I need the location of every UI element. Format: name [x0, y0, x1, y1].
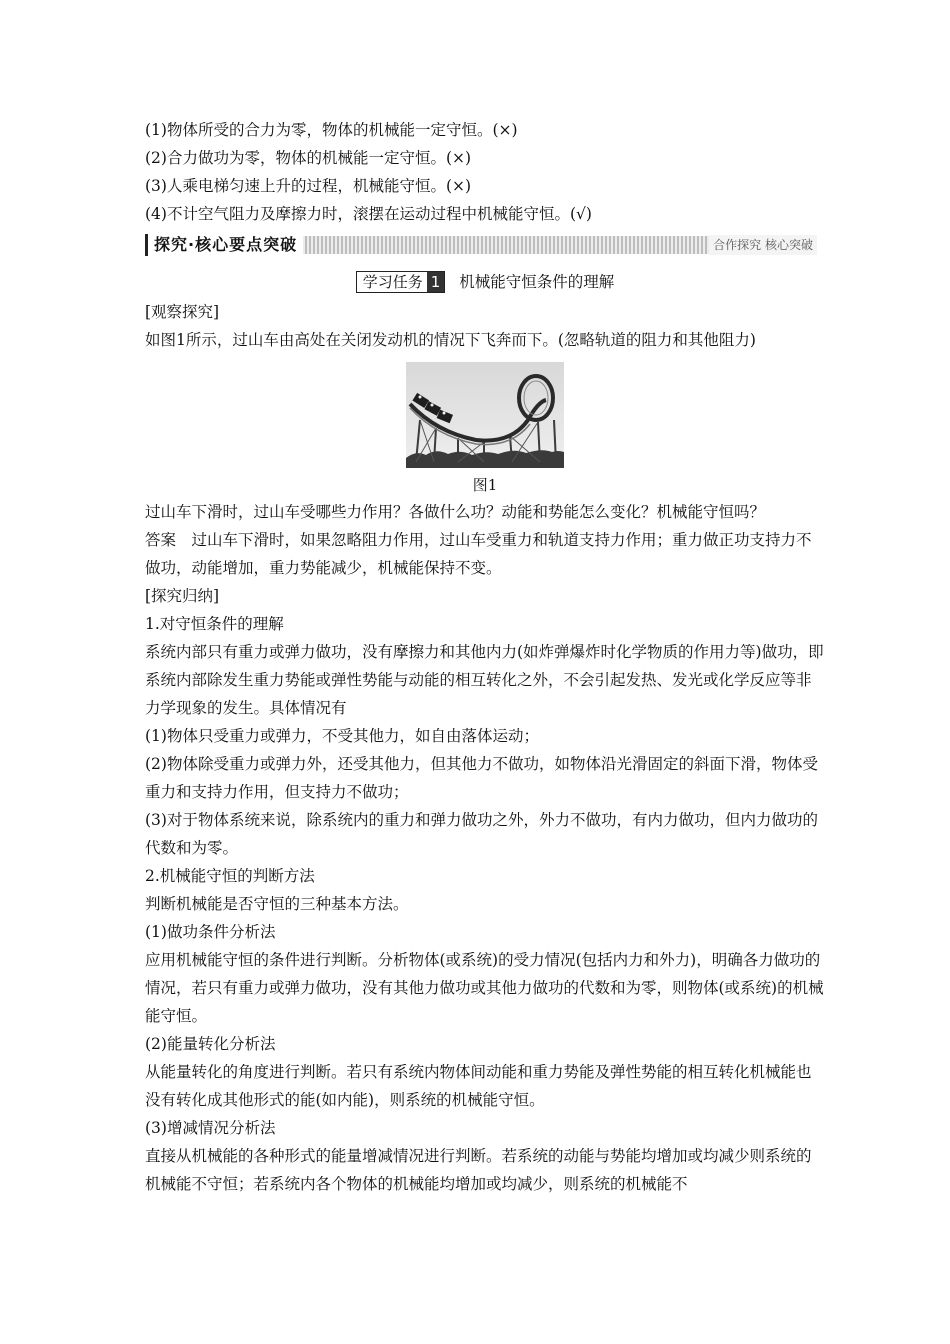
section-2-intro: 判断机械能是否守恒的三种基本方法。: [145, 895, 409, 913]
method-3-title: (3)增减情况分析法: [145, 1119, 276, 1137]
roller-coaster-photo: [406, 362, 564, 468]
section-1-item: (3)对于物体系统来说，除系统内的重力和弹力做功之外，外力不做功，有内力做功，但内力做功的代数和为零。: [145, 811, 818, 857]
section-1-item: (1)物体只受重力或弹力，不受其他力，如自由落体运动；: [145, 727, 539, 745]
method-2-text: 从能量转化的角度进行判断。若只有系统内物体间动能和重力势能及弹性势能的相互转化机械能也没有转化成其他形式的能(如内能)，则系统的机械能守恒。: [145, 1063, 812, 1109]
task-badge-number: 1: [427, 272, 445, 292]
method-1-title: (1)做功条件分析法: [145, 923, 276, 941]
figure-roller-coaster: [145, 362, 825, 468]
section-2-title: 2.机械能守恒的判断方法: [145, 867, 315, 885]
section-1-title: 1.对守恒条件的理解: [145, 615, 284, 633]
method-3-text: 直接从机械能的各种形式的能量增减情况进行判断。若系统的动能与势能均增加或均减少则系统的机械能不守恒；若系统内各个物体的机械能均增加或均减少，则系统的机械能不: [145, 1147, 812, 1193]
observe-heading: [观察探究]: [145, 303, 220, 321]
method-1-text: 应用机械能守恒的条件进行判断。分析物体(或系统)的受力情况(包括内力和外力)，明确各力做功的情况，若只有重力或弹力做功，没有其他力做功或其他力做功的代数和为零，则物体(或系统)的机械能守恒。: [145, 951, 824, 1025]
section-banner: [145, 234, 825, 256]
question-text: 过山车下滑时，过山车受哪些力作用？各做什么功？动能和势能怎么变化？机械能守恒吗？: [145, 503, 766, 521]
intro-item: (4)不计空气阻力及摩擦力时，滚摆在运动过程中机械能守恒。(√): [145, 205, 592, 223]
intro-item: (1)物体所受的合力为零，物体的机械能一定守恒。(×): [145, 121, 518, 139]
intro-item: (3)人乘电梯匀速上升的过程，机械能守恒。(×): [145, 177, 472, 195]
figure-caption: 图1: [472, 476, 498, 494]
page-content: [145, 116, 825, 1198]
answer-text: 答案 过山车下滑时，如果忽略阻力作用，过山车受重力和轨道支持力作用；重力做正功支持力不做功，动能增加，重力势能减少，机械能保持不变。: [145, 531, 812, 577]
method-2-title: (2)能量转化分析法: [145, 1035, 276, 1053]
task-badge-label: 学习任务: [362, 272, 423, 291]
observe-text: 如图1所示，过山车由高处在关闭发动机的情况下飞奔而下。(忽略轨道的阻力和其他阻力): [145, 331, 756, 349]
section-1-item: (2)物体除受重力或弹力外，还受其他力，但其他力不做功，如物体沿光滑固定的斜面下滑，物体受重力和支持力作用，但支持力不做功；: [145, 755, 818, 801]
section-1-text: 系统内部只有重力或弹力做功，没有摩擦力和其他内力(如炸弹爆炸时化学物质的作用力等)做功，即系统内部除发生重力势能或弹性势能与动能的相互转化之外，不会引起发热、发光或化学反应等非力学现象的发生。具体情况有: [145, 643, 824, 717]
banner-title: 探究·核心要点突破: [145, 234, 303, 256]
intro-item: (2)合力做功为零，物体的机械能一定守恒。(×): [145, 149, 472, 167]
task-heading: [145, 266, 825, 296]
summary-heading: [探究归纳]: [145, 587, 220, 605]
task-title: 机械能守恒条件的理解: [459, 272, 615, 291]
task-badge: [356, 271, 446, 293]
banner-subtitle: 合作探究 核心突破: [709, 235, 817, 255]
